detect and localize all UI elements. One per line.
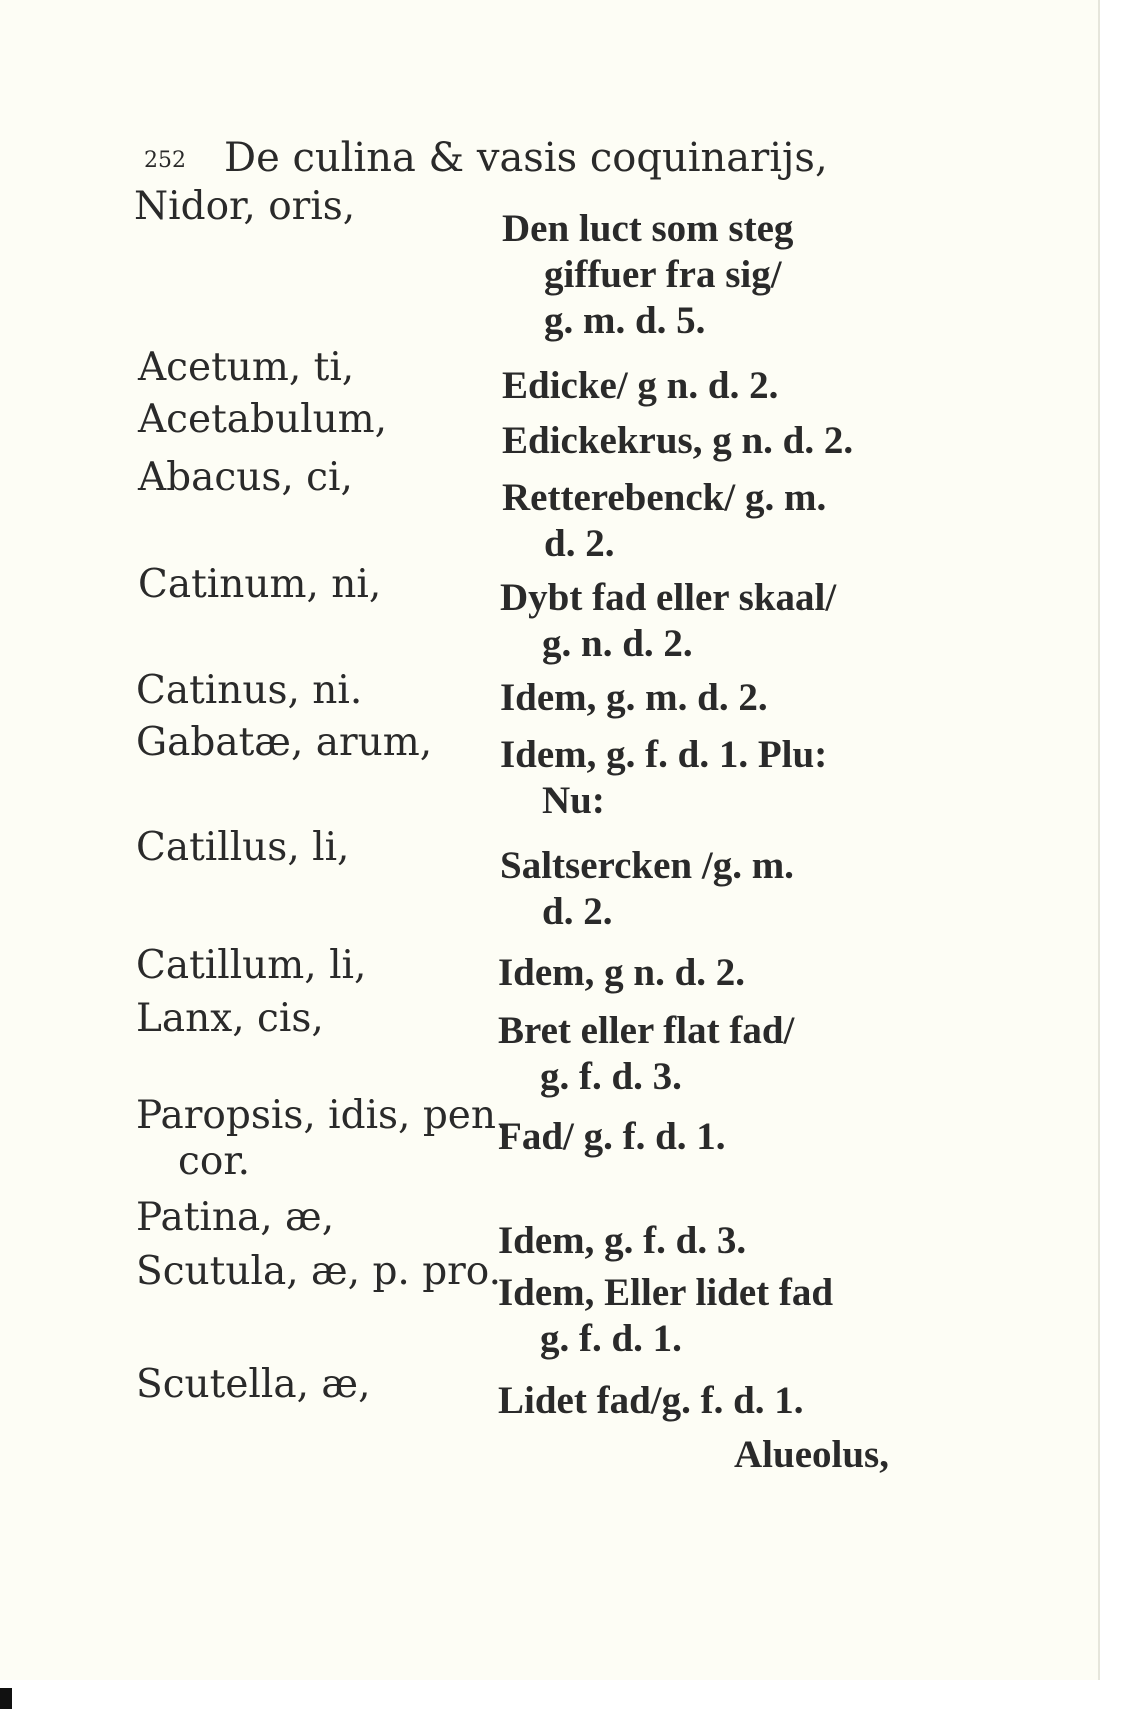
gloss-line: giffuer fra sig/: [544, 253, 782, 296]
gloss-line: Bret eller flat fad/: [498, 1009, 795, 1052]
gloss-line: Nu:: [542, 779, 605, 822]
danish-gloss: [500, 732, 827, 824]
latin-term: Abacus, ci,: [138, 455, 353, 500]
latin-term: Acetum, ti,: [138, 345, 355, 390]
latin-term: Acetabulum,: [138, 397, 388, 442]
gloss-line: Dybt fad eller skaal/: [500, 576, 837, 619]
danish-gloss: [498, 950, 745, 996]
latin-term: Catinus, ni.: [136, 668, 363, 713]
latin-term: Catillum, li,: [136, 943, 367, 988]
latin-term: Scutella, æ,: [136, 1362, 371, 1407]
gloss-line: Idem, Eller lidet fad: [498, 1271, 834, 1314]
running-header: [144, 134, 828, 185]
latin-term: Patina, æ,: [136, 1195, 335, 1240]
gloss-line: Saltsercken /g. m.: [500, 844, 794, 887]
gloss-line: g. f. d. 3.: [540, 1055, 682, 1098]
latin-line: Paropsis, idis, pen.: [136, 1093, 509, 1138]
scan-edge-mark: [0, 1688, 12, 1709]
danish-gloss: [498, 1378, 804, 1424]
danish-gloss: [498, 1270, 833, 1362]
catchword: Alueolus,: [734, 1433, 889, 1476]
gloss-line: g. f. d. 1.: [540, 1317, 682, 1360]
gloss-line: Edickekrus, g n. d. 2.: [502, 419, 854, 462]
gloss-line: Idem, g. f. d. 1. Plu:: [500, 733, 828, 776]
gloss-line: Idem, g. f. d. 3.: [498, 1219, 747, 1262]
gloss-line: d. 2.: [542, 890, 613, 933]
danish-gloss: [502, 206, 793, 344]
gloss-line: d. 2.: [544, 522, 615, 565]
gloss-line: Edicke/ g n. d. 2.: [502, 364, 779, 407]
page-number: 252: [144, 148, 186, 173]
danish-gloss: [502, 475, 826, 567]
danish-gloss: [500, 575, 836, 667]
danish-gloss: [498, 1218, 746, 1264]
latin-line: cor.: [178, 1139, 251, 1184]
latin-term: Nidor, oris,: [134, 184, 356, 229]
latin-term: Lanx, cis,: [136, 996, 324, 1041]
latin-term: [136, 1093, 508, 1185]
danish-gloss: [498, 1114, 726, 1160]
latin-term: Gabatæ, arum,: [136, 720, 433, 765]
gloss-line: g. n. d. 2.: [542, 622, 693, 665]
gloss-line: Retterebenck/ g. m.: [502, 476, 827, 519]
gloss-line: Idem, g. m. d. 2.: [500, 676, 768, 719]
gloss-line: Idem, g n. d. 2.: [498, 951, 746, 994]
latin-term: Scutula, æ, p. pro.: [136, 1249, 501, 1294]
danish-gloss: [502, 418, 853, 464]
latin-term: Catinum, ni,: [138, 562, 382, 607]
gloss-line: Fad/ g. f. d. 1.: [498, 1115, 726, 1158]
danish-gloss: [502, 363, 778, 409]
gloss-line: g. m. d. 5.: [544, 299, 706, 342]
danish-gloss: [500, 675, 768, 721]
gloss-line: Den luct som steg: [502, 207, 794, 250]
danish-gloss: [500, 843, 794, 935]
latin-term: Catillus, li,: [136, 825, 350, 870]
page-title: De culina & vasis coquinarijs,: [224, 135, 828, 181]
danish-gloss: [498, 1008, 794, 1100]
gloss-line: Lidet fad/g. f. d. 1.: [498, 1379, 804, 1422]
